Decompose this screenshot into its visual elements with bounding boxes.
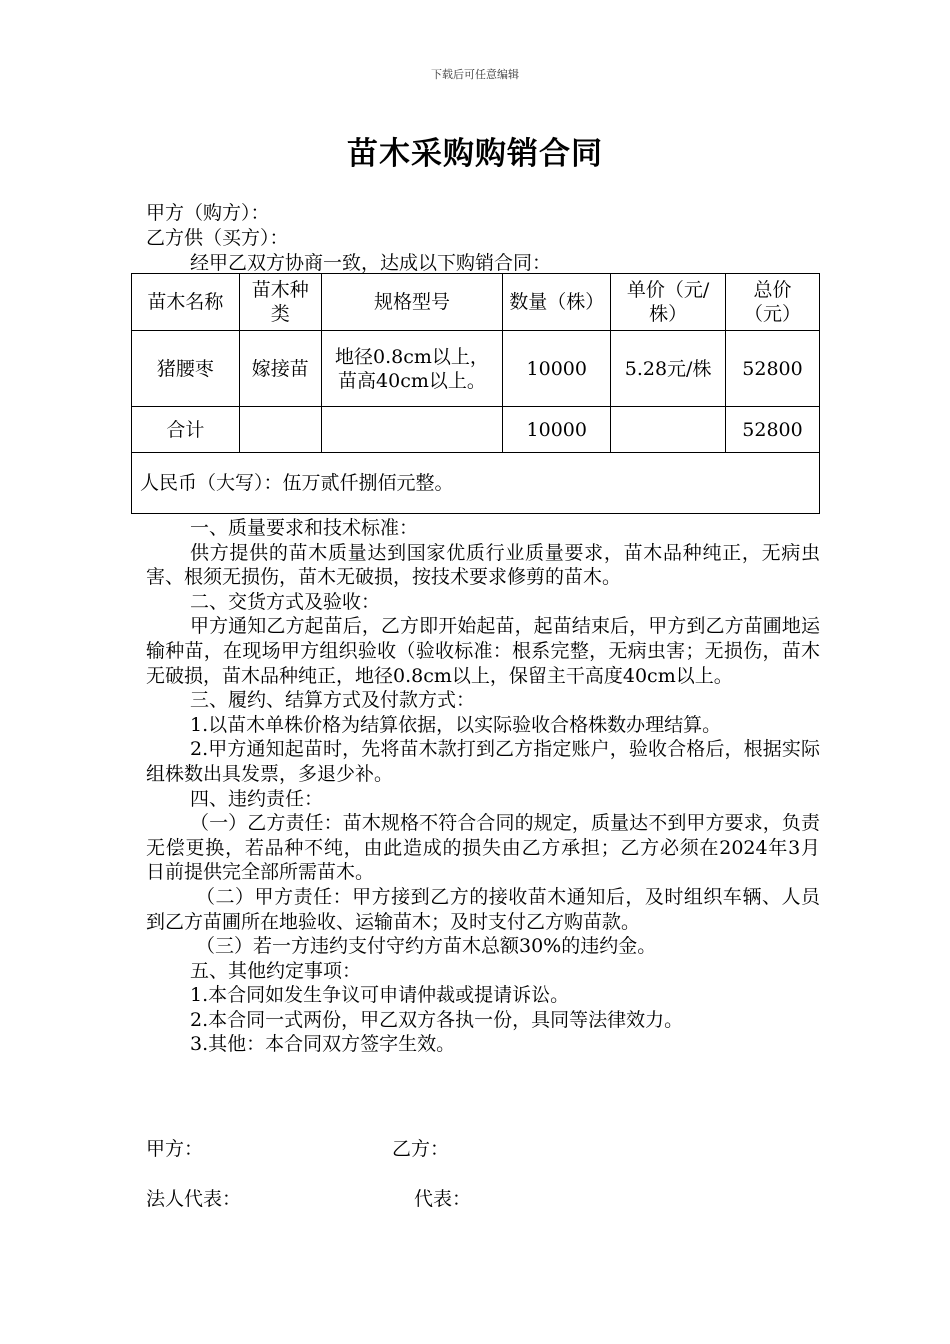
clause-paragraph: 2.本合同一式两份，甲乙双方各执一份，具同等法律效力。 xyxy=(190,1008,684,1031)
clause-paragraph: 四、违约责任： xyxy=(190,787,324,810)
table-rmb-row xyxy=(132,453,820,514)
sign-rep: 代表： xyxy=(414,1188,472,1210)
clause-paragraph: 五、其他约定事项： xyxy=(190,959,362,982)
clause-paragraph: （一）乙方责任：苗木规格不符合合同的规定，质量达不到甲方要求，负责无偿更换，若品种不纯，由此造成的损失由乙方承担；乙方必须在2024年3月 日前提供完全部所需苗木。 xyxy=(146,812,846,884)
contract-body xyxy=(146,516,846,1057)
clause-paragraph: （二）甲方责任：甲方接到乙方的接收苗木通知后，及时组织车辆、人员到乙方苗圃所在地验收、运输苗木；及时支付乙方购苗款。 xyxy=(146,885,820,933)
table-row xyxy=(132,331,820,407)
sign-party-a: 甲方： xyxy=(146,1138,204,1160)
clause-paragraph: 1.以苗木单株价格为结算依据，以实际验收合格株数办理结算。 xyxy=(190,713,722,736)
cell-empty xyxy=(321,407,503,453)
clause-paragraph: 2.甲方通知起苗时，先将苗木款打到乙方指定账户，验收合格后，根据实际组株数出具发票，多退少补。 xyxy=(146,738,820,785)
header-cell: 规格型号 xyxy=(321,274,503,331)
cell-empty xyxy=(611,407,726,453)
party-b-line: 乙方供（买方）： xyxy=(146,227,289,249)
intro-line: 经甲乙双方协商一致，达成以下购销合同： xyxy=(190,252,552,274)
clause-paragraph: 三、履约、结算方式及付款方式： xyxy=(190,689,476,712)
clause-paragraph: 供方提供的苗木质量达到国家优质行业质量要求，苗木品种纯正，无病虫害、根须无损伤，苗木无破损，按技术要求修剪的苗木。 xyxy=(146,541,820,589)
cell-type: 嫁接苗 xyxy=(239,331,321,407)
cell-total: 52800 xyxy=(726,331,820,407)
document-title: 苗木采购购销合同 xyxy=(347,136,603,172)
goods-table xyxy=(131,273,820,514)
table-sum-row xyxy=(132,407,820,453)
clause-paragraph: 二、交货方式及验收： xyxy=(190,590,381,613)
header-note: 下载后可任意编辑 xyxy=(431,68,519,81)
cell-price: 5.28元/株 xyxy=(611,331,726,407)
cell-name: 猪腰枣 xyxy=(132,331,240,407)
header-cell: 数量（株） xyxy=(503,274,611,331)
cell-sum-qty: 10000 xyxy=(503,407,611,453)
clause-paragraph: （三）若一方违约支付守约方苗木总额30%的违约金。 xyxy=(196,935,657,958)
cell-sum-label: 合计 xyxy=(132,407,240,453)
cell-sum-total: 52800 xyxy=(726,407,820,453)
cell-rmb: 人民币（大写）：伍万贰仟捌佰元整。 xyxy=(132,453,820,514)
table-header-row xyxy=(132,274,820,331)
header-cell: 总价（元） xyxy=(726,274,820,331)
clause-paragraph: 甲方通知乙方起苗后，乙方即开始起苗，起苗结束后，甲方到乙方苗圃地运输种苗，在现场甲方组织验收（验收标准：根系完整，无病虫害；无损伤，苗木无破损，苗木品种纯正，地径0.8cm以上，保留主干高度40cm以上。 xyxy=(146,615,820,687)
sign-legal-rep: 法人代表： xyxy=(146,1188,242,1210)
party-a-line: 甲方（购方）： xyxy=(146,202,270,224)
clause-paragraph: 3.其他：本合同双方签字生效。 xyxy=(190,1033,456,1056)
cell-qty: 10000 xyxy=(503,331,611,407)
header-cell: 苗木名称 xyxy=(132,274,240,331)
cell-empty xyxy=(239,407,321,453)
clause-paragraph: 一、质量要求和技术标准： xyxy=(190,517,419,539)
cell-spec: 地径0.8cm以上，苗高40cm以上。 xyxy=(321,331,503,407)
header-cell: 单价（元/株） xyxy=(611,274,726,331)
header-cell: 苗木种类 xyxy=(239,274,321,331)
sign-party-b: 乙方： xyxy=(392,1138,450,1160)
clause-paragraph: 1.本合同如发生争议可申请仲裁或提请诉讼。 xyxy=(190,984,570,1007)
